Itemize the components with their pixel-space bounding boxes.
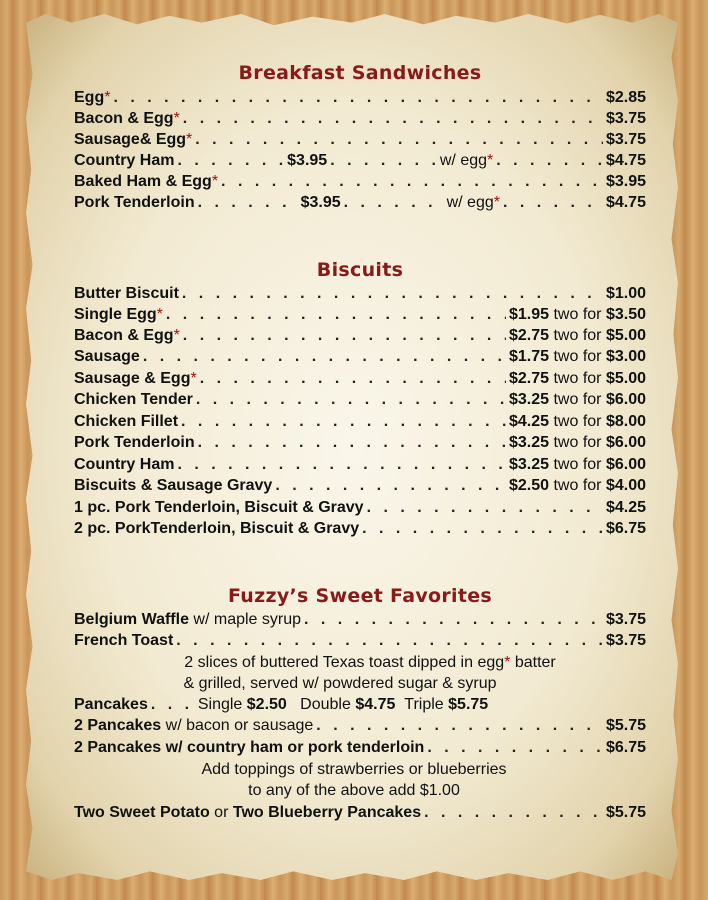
asterisk: *	[190, 370, 197, 387]
item-name: 2 pc. PorkTenderloin, Biscuit & Gravy	[74, 520, 360, 537]
menu-item	[74, 304, 646, 325]
item-or: or	[214, 804, 229, 821]
item-name: Two Blueberry Pancakes	[232, 804, 422, 821]
item-name: Pork Tenderloin	[74, 434, 195, 451]
item-price-with-egg: $4.75	[605, 194, 646, 211]
section-title-sweet-favorites: Fuzzy’s Sweet Favorites	[227, 585, 493, 607]
item-name: Two Sweet Potato	[74, 804, 210, 821]
desc-text: 2 slices of buttered Texas toast dipped in egg	[184, 654, 505, 671]
item-price: $4.25	[508, 413, 550, 430]
leader-dots	[198, 432, 506, 453]
item-name: Bacon & Egg	[74, 110, 174, 127]
asterisk: *	[493, 194, 500, 211]
menu-item	[74, 454, 646, 475]
item-price: $2.75	[508, 370, 550, 387]
item-name: Belgium Waffle	[74, 611, 189, 628]
item-name: Sausage& Egg	[74, 131, 187, 148]
item-price: $3.25	[508, 456, 550, 473]
asterisk: *	[186, 131, 193, 148]
two-for-label: two for	[553, 327, 602, 344]
two-for-label: two for	[553, 348, 602, 365]
menu-item	[74, 346, 646, 367]
item-price: $1.00	[605, 285, 646, 302]
leader-dots	[496, 150, 603, 171]
item-description	[54, 673, 626, 694]
single-price: $2.50	[246, 696, 287, 713]
item-price: $3.25	[508, 391, 550, 408]
asterisk: *	[173, 327, 180, 344]
leader-dots	[183, 325, 506, 346]
menu-item	[74, 129, 646, 150]
item-price: $2.85	[605, 89, 646, 106]
two-for-price: $6.00	[605, 456, 646, 473]
leader-dots	[113, 87, 603, 108]
two-for-label: two for	[553, 391, 602, 408]
leader-dots	[200, 368, 506, 389]
menu-item	[74, 518, 646, 539]
menu-item	[74, 497, 646, 518]
item-name: Chicken Fillet	[74, 413, 179, 430]
leader-dots	[196, 389, 506, 410]
leader-dots	[151, 694, 195, 715]
item-name: Bacon & Egg	[74, 327, 174, 344]
item-name: Country Ham	[74, 456, 175, 473]
item-name: Baked Ham & Egg	[74, 173, 212, 190]
leader-dots	[177, 150, 284, 171]
leader-dots	[195, 129, 603, 150]
item-name: Sausage	[74, 348, 140, 365]
leader-dots	[275, 475, 506, 496]
two-for-label: two for	[553, 413, 602, 430]
leader-dots	[503, 192, 603, 213]
item-name: Pancakes	[74, 696, 148, 713]
leader-dots	[181, 411, 506, 432]
toppings-note: Add toppings of strawberries or blueberries	[201, 761, 507, 778]
leader-dots	[143, 346, 506, 367]
menu-item	[74, 283, 646, 304]
double-label: Double	[300, 696, 351, 713]
with-egg-label: w/ egg	[446, 194, 494, 211]
item-price: $6.75	[605, 520, 646, 537]
item-name: Biscuits & Sausage Gravy	[74, 477, 273, 494]
desc-text: & grilled, served w/ powdered sugar & syrup	[183, 675, 497, 692]
item-name: Butter Biscuit	[74, 285, 179, 302]
leader-dots	[367, 497, 603, 518]
item-price-with-egg: $4.75	[605, 152, 646, 169]
menu-item	[74, 192, 646, 213]
item-price: $6.75	[605, 739, 646, 756]
two-for-price: $3.50	[605, 306, 646, 323]
menu-item	[74, 171, 646, 192]
menu-item	[74, 630, 646, 651]
leader-dots	[176, 630, 603, 651]
menu-item	[74, 609, 646, 630]
two-for-price: $8.00	[605, 413, 646, 430]
item-price: $3.95	[287, 152, 328, 169]
item-price: $3.25	[508, 434, 550, 451]
item-price: $2.75	[508, 327, 550, 344]
item-name: French Toast	[74, 632, 174, 649]
menu-item	[74, 325, 646, 346]
triple-label: Triple	[404, 696, 444, 713]
two-for-price: $5.00	[605, 370, 646, 387]
leader-dots	[166, 304, 506, 325]
leader-dots	[198, 192, 298, 213]
asterisk: *	[211, 173, 219, 190]
asterisk: *	[173, 110, 180, 127]
item-name: Egg	[74, 89, 105, 106]
item-extra: w/ bacon or sausage	[165, 717, 314, 734]
menu-item	[74, 108, 646, 129]
two-for-label: two for	[553, 434, 602, 451]
menu-item	[74, 802, 646, 823]
item-price: $3.75	[605, 131, 646, 148]
two-for-label: two for	[553, 477, 602, 494]
leader-dots	[316, 715, 603, 736]
item-name: Sausage & Egg	[74, 370, 191, 387]
menu-item	[74, 368, 646, 389]
two-for-price: $5.00	[605, 327, 646, 344]
item-price: $1.75	[508, 348, 550, 365]
with-egg-label: w/ egg	[439, 152, 488, 169]
two-for-label: two for	[553, 370, 602, 387]
single-label: Single	[197, 696, 243, 713]
asterisk: *	[104, 89, 111, 106]
menu-item	[74, 432, 646, 453]
item-name: Country Ham	[74, 152, 175, 169]
item-price: $3.75	[605, 611, 646, 628]
menu-item	[74, 389, 646, 410]
item-price: $5.75	[605, 804, 646, 821]
two-for-price: $6.00	[605, 391, 646, 408]
menu-item	[74, 87, 646, 108]
section-title-biscuits: Biscuits	[316, 259, 404, 281]
menu-item	[74, 737, 646, 758]
item-price: $1.95	[508, 306, 550, 323]
menu-item	[74, 475, 646, 496]
item-name: 1 pc. Pork Tenderloin, Biscuit & Gravy	[74, 499, 364, 516]
item-price: $3.95	[605, 173, 646, 190]
item-name: 2 Pancakes	[74, 717, 162, 734]
menu-item-pancakes	[74, 694, 646, 715]
item-name: Pork Tenderloin	[74, 194, 195, 211]
item-price: $3.75	[605, 632, 646, 649]
item-name: 2 Pancakes w/ country ham or pork tenderloin	[74, 739, 425, 756]
leader-dots	[221, 171, 603, 192]
toppings-note: to any of the above add $1.00	[248, 782, 460, 799]
menu-item	[74, 150, 646, 171]
leader-dots	[182, 283, 603, 304]
item-name: Single Egg	[74, 306, 157, 323]
leader-dots	[427, 737, 603, 758]
leader-dots	[424, 802, 603, 823]
item-name: Chicken Tender	[74, 391, 193, 408]
leader-dots	[362, 518, 603, 539]
leader-dots	[304, 609, 603, 630]
item-description	[84, 652, 656, 673]
item-extra: w/ maple syrup	[193, 611, 302, 628]
two-for-price: $4.00	[605, 477, 646, 494]
section-title-breakfast-sandwiches: Breakfast Sandwiches	[238, 62, 482, 84]
item-price: $4.25	[605, 499, 646, 516]
two-for-label: two for	[553, 306, 602, 323]
asterisk: *	[504, 654, 511, 671]
leader-dots	[344, 192, 444, 213]
item-price: $3.75	[605, 110, 646, 127]
asterisk: *	[156, 306, 163, 323]
desc-text: batter	[510, 654, 556, 671]
two-for-label: two for	[553, 456, 602, 473]
double-price: $4.75	[355, 696, 396, 713]
item-price: $2.50	[508, 477, 550, 494]
item-price: $3.95	[300, 194, 341, 211]
item-price: $5.75	[605, 717, 646, 734]
two-for-price: $3.00	[605, 348, 646, 365]
menu-item	[74, 411, 646, 432]
leader-dots	[183, 108, 603, 129]
two-for-price: $6.00	[605, 434, 646, 451]
asterisk: *	[487, 152, 494, 169]
menu-item	[74, 715, 646, 736]
triple-price: $5.75	[448, 696, 489, 713]
leader-dots	[177, 454, 506, 475]
leader-dots	[330, 150, 437, 171]
